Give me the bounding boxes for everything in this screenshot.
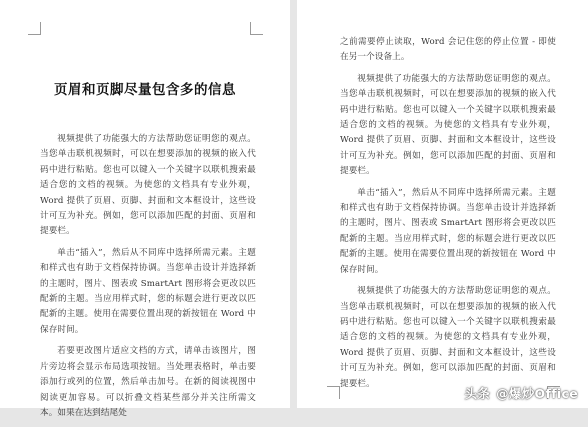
watermark-handle: @爆炒Office: [496, 386, 578, 401]
right-page-body[interactable]: [340, 35, 556, 398]
crop-mark-top-left: [28, 22, 41, 35]
watermark-brand: 头条: [464, 386, 491, 401]
watermark: [465, 384, 578, 402]
document-page-left[interactable]: [0, 0, 290, 418]
paragraph-continuation: 之前需要停止读取，Word 会记住您的停止位置 - 即使在另一个设备上。: [340, 37, 556, 63]
paragraph: 视频提供了功能强大的方法帮助您证明您的观点。当您单击联机视频时，可以在想要添加的视频的嵌入代码中进行粘贴。您也可以键入一个关键字以联机搜索最适合您的文档的视频。为使您的文档具有专业外观，Word 提供了页眉、页脚、封面和文本框设计，这些设计可互为补充。例如，您可以添加匹配的封面、页眉和提要栏。: [340, 286, 556, 389]
crop-mark-bottom-left: [327, 386, 340, 399]
paragraph: 单击“插入”，然后从不同库中选择所需元素。主题和样式也有助于文档保持协调。当您单击设计并选择新的主题时，图片、图表或 SmartArt 图形将会更改以匹配新的主题。当应用样式时，您的标题会进行更改以匹配新的主题。使用在需要位置出现的新按钮在 Word 中保存时间。: [340, 187, 556, 275]
document-title: 页眉和页脚尽量包含多的信息: [54, 82, 236, 98]
paragraph: 若要更改图片适应文档的方式，请单击该图片，图片旁边将会显示布局选项按钮。当处理表格时，单击要添加行或列的位置，然后单击加号。在新的阅读视图中阅读更加容易。可以折叠文档某些部分并关注所需文本。如果在达到结尾处: [40, 346, 256, 418]
paragraph: 视频提供了功能强大的方法帮助您证明您的观点。当您单击联机视频时，可以在想要添加的视频的嵌入代码中进行粘贴。您也可以键入一个关键字以联机搜索最适合您的文档的视频。为使您的文档具有专业外观，Word 提供了页眉、页脚、封面和文本框设计，这些设计可互为补充。例如，您可以添加匹配的封面、页眉和提要栏。: [340, 73, 556, 177]
paragraph: 视频提供了功能强大的方法帮助您证明您的观点。当您单击联机视频时，可以在想要添加的视频的嵌入代码中进行粘贴。您也可以键入一个关键字以联机搜索最适合您的文档的视频。为使您的文档具有专业外观，Word 提供了页眉、页脚、封面和文本框设计，这些设计可互为补充。例如，您可以添加匹配的封面、页眉和提要栏。: [40, 134, 256, 237]
crop-mark-top-right: [250, 22, 263, 35]
left-page-body[interactable]: [40, 132, 256, 427]
paragraph: 单击“插入”，然后从不同库中选择所需元素。主题和样式也有助于文档保持协调。当您单击设计并选择新的主题时，图片、图表或 SmartArt 图形将会更改以匹配新的主题。当应用样式时，您的标题会进行更改以匹配新的主题。使用在需要位置出现的新按钮在 Word 中保存时间。: [40, 247, 256, 335]
